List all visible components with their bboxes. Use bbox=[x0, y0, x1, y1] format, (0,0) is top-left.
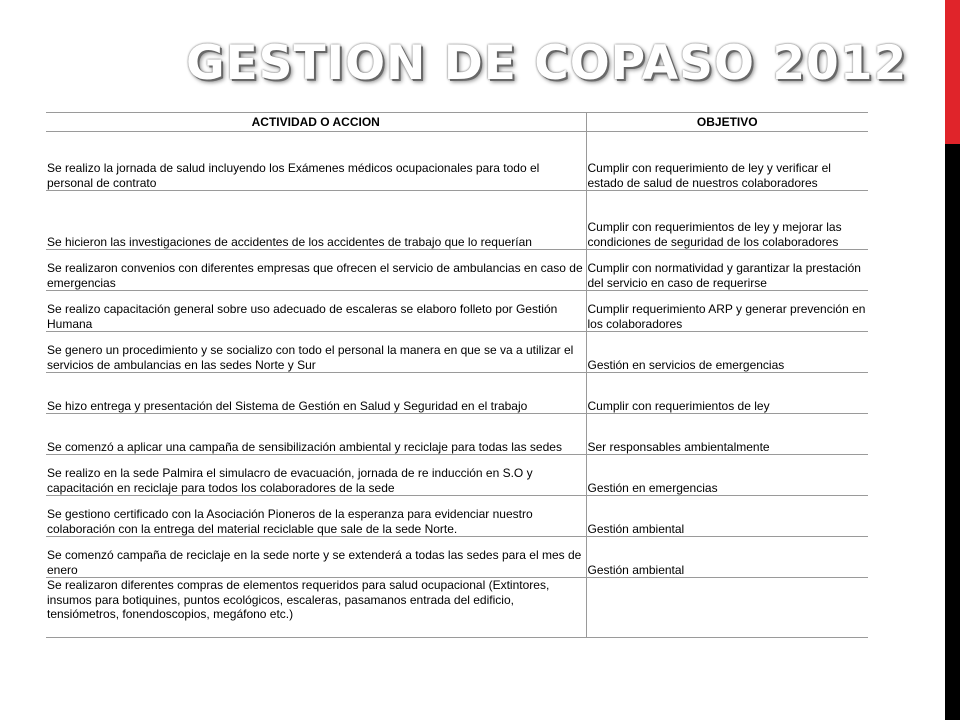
cell-actividad: Se realizo capacitación general sobre uso adecuado de escaleras se elaboro folleto por Gestión Humana bbox=[46, 291, 586, 332]
side-bar-accent bbox=[945, 0, 960, 144]
cell-actividad: Se gestiono certificado con la Asociación Pioneros de la esperanza para evidenciar nuestro colaboración con la entrega del material reciclable que sale de la sede Norte. bbox=[46, 496, 586, 537]
table-row bbox=[46, 291, 868, 332]
table-row bbox=[46, 332, 868, 373]
table-row bbox=[46, 496, 868, 537]
table-row bbox=[46, 578, 868, 638]
cell-objetivo: Cumplir con normatividad y garantizar la prestación del servicio en caso de requerirse bbox=[586, 250, 868, 291]
table-row bbox=[46, 455, 868, 496]
table-row bbox=[46, 373, 868, 414]
cell-actividad: Se hicieron las investigaciones de accidentes de los accidentes de trabajo que lo requerían bbox=[46, 191, 586, 250]
cell-actividad: Se comenzó campaña de reciclaje en la sede norte y se extenderá a todas las sedes para el mes de enero bbox=[46, 537, 586, 578]
header-actividad: ACTIVIDAD O ACCION bbox=[46, 113, 586, 132]
cell-actividad: Se realizaron diferentes compras de elementos requeridos para salud ocupacional (Extintores, insumos para botiquines, puntos ecológicos, escaleras, pasamanos entrada del edificio, tensiómetros, fonendoscopios, megáfono etc.) bbox=[46, 578, 586, 638]
cell-actividad: Se hizo entrega y presentación del Sistema de Gestión en Salud y Seguridad en el trabajo bbox=[46, 373, 586, 414]
cell-objetivo: Gestión en emergencias bbox=[586, 455, 868, 496]
cell-objetivo: Gestión en servicios de emergencias bbox=[586, 332, 868, 373]
cell-actividad: Se realizo en la sede Palmira el simulacro de evacuación, jornada de re inducción en S.O y capacitación en reciclaje para todos los colaboradores de la sede bbox=[46, 455, 586, 496]
cell-actividad: Se genero un procedimiento y se socializo con todo el personal la manera en que se va a utilizar el servicios de ambulancias en las sedes Norte y Sur bbox=[46, 332, 586, 373]
side-bar bbox=[945, 0, 960, 720]
cell-objetivo: Ser responsables ambientalmente bbox=[586, 414, 868, 455]
table-row bbox=[46, 191, 868, 250]
cell-actividad: Se realizaron convenios con diferentes empresas que ofrecen el servicio de ambulancias en caso de emergencias bbox=[46, 250, 586, 291]
slide-title: GESTION DE COPASO 2012 bbox=[186, 36, 908, 91]
table-row bbox=[46, 132, 868, 191]
cell-objetivo: Gestión ambiental bbox=[586, 537, 868, 578]
cell-actividad: Se realizo la jornada de salud incluyendo los Exámenes médicos ocupacionales para todo el personal de contrato bbox=[46, 132, 586, 191]
activities-table bbox=[46, 112, 868, 638]
table-row bbox=[46, 414, 868, 455]
header-objetivo: OBJETIVO bbox=[586, 113, 868, 132]
table-header-row bbox=[46, 113, 868, 132]
cell-objetivo: Gestión ambiental bbox=[586, 496, 868, 537]
cell-objetivo bbox=[586, 578, 868, 638]
table-row bbox=[46, 537, 868, 578]
cell-objetivo: Cumplir con requerimiento de ley y verificar el estado de salud de nuestros colaboradores bbox=[586, 132, 868, 191]
cell-objetivo: Cumplir con requerimientos de ley y mejorar las condiciones de seguridad de los colaboradores bbox=[586, 191, 868, 250]
table-row bbox=[46, 250, 868, 291]
cell-objetivo: Cumplir requerimiento ARP y generar prevención en los colaboradores bbox=[586, 291, 868, 332]
cell-objetivo: Cumplir con requerimientos de ley bbox=[586, 373, 868, 414]
cell-actividad: Se comenzó a aplicar una campaña de sensibilización ambiental y reciclaje para todas las sedes bbox=[46, 414, 586, 455]
